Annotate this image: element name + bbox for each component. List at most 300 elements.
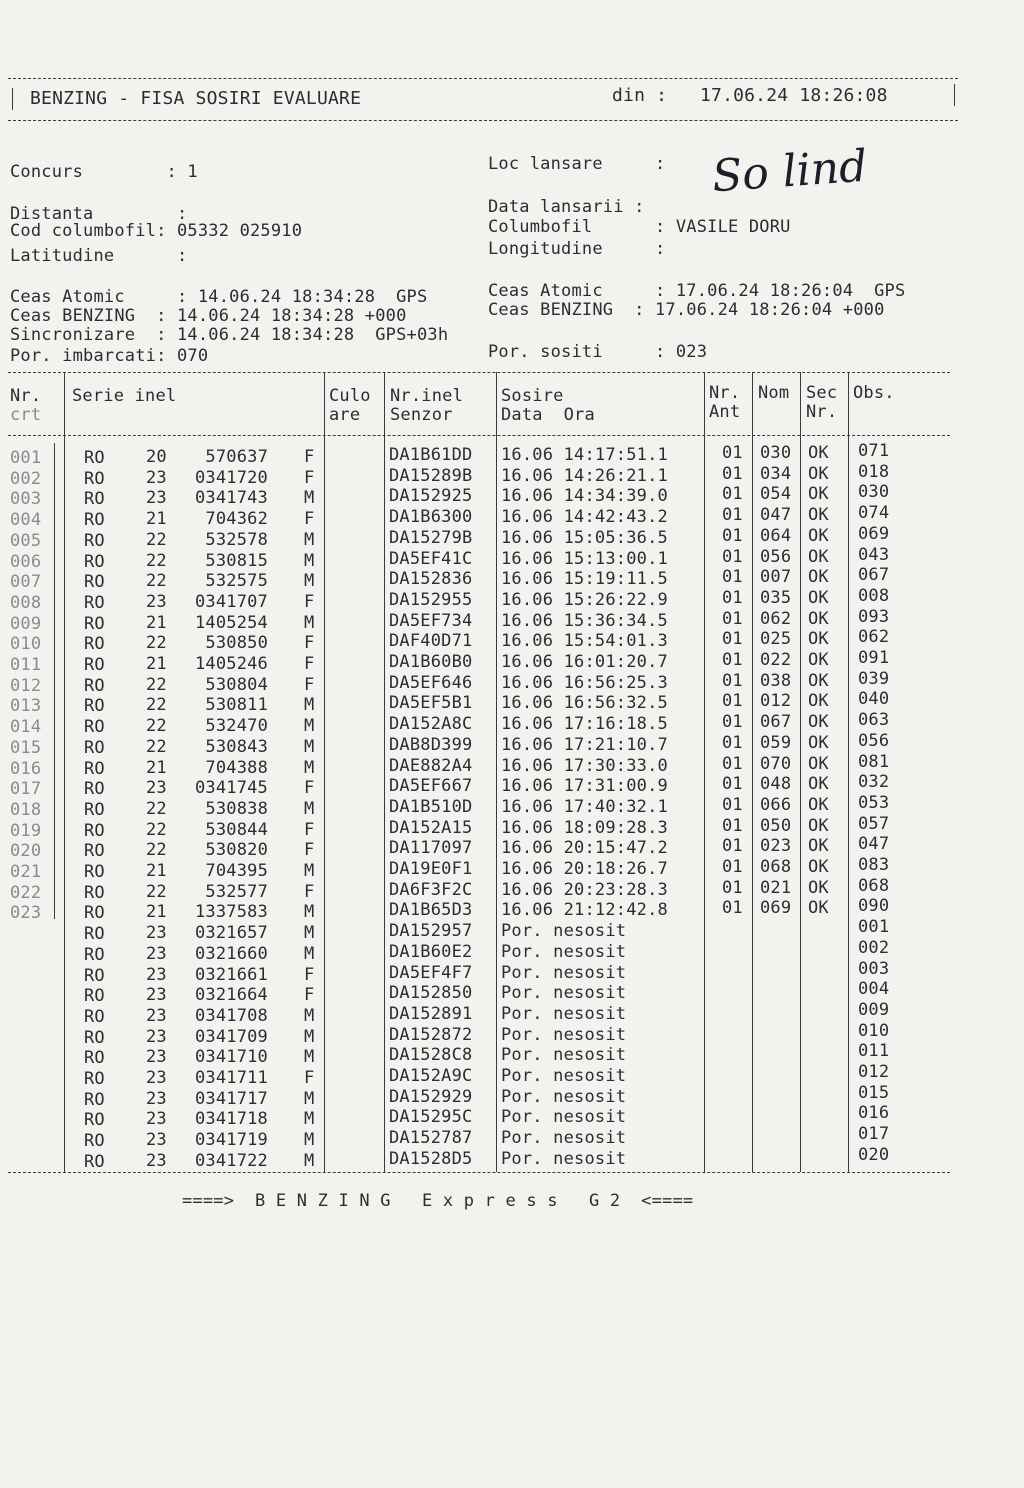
table-top-rule [8,372,950,373]
row-sex: M [304,1109,315,1130]
row-ant: 01 [722,546,743,567]
row-ant: 01 [722,608,743,629]
row-sosire: Por. nesosit [501,1128,627,1149]
row-country: RO [84,1110,105,1131]
row-ant: 01 [722,567,743,588]
data-lansarii-field: Data lansarii : [488,197,645,217]
row-ant: 01 [722,753,743,774]
row-ring: 1337583 [194,902,268,923]
row-country: RO [84,903,105,924]
row-obs: 016 [858,1103,890,1124]
header-culoare-2: are [329,405,361,425]
row-year: 23 [146,488,167,509]
row-nom: 034 [760,463,792,484]
row-ring: 0341707 [194,591,268,612]
row-sosire: Por. nesosit [501,941,627,962]
column-divider [800,372,801,1172]
row-sec: OK [808,650,829,670]
row-nom: 048 [760,774,792,795]
row-country: RO [84,696,105,717]
row-ring: 0341722 [194,1150,268,1171]
row-obs: 068 [858,875,890,896]
row-country: RO [84,1048,105,1069]
row-sex: M [304,861,315,881]
row-ant: 01 [722,443,743,463]
row-ring: 0321664 [194,985,268,1006]
row-ant: 01 [722,505,743,526]
row-country: RO [84,448,105,468]
row-ant: 01 [722,525,743,546]
row-sensor: DAB8D399 [389,734,473,755]
row-ring: 530820 [205,840,268,861]
row-country: RO [84,986,105,1007]
row-sosire: 16.06 15:13:00.1 [501,548,668,569]
row-sensor: DAE882A4 [389,755,473,776]
row-sec: OK [808,774,829,795]
row-year: 22 [146,716,167,737]
row-sex: M [304,550,315,571]
row-year: 23 [146,1026,167,1047]
row-ring: 532575 [205,571,268,592]
row-ring: 0341717 [194,1088,268,1109]
header-serie-inel: Serie inel [72,386,177,406]
header-senzor: Senzor [390,405,453,425]
row-sensor: DA1B60E2 [389,941,473,962]
row-sensor: DA152850 [389,983,473,1004]
row-sensor: DA19E0F1 [389,859,473,879]
row-sensor: DA152A15 [389,817,473,838]
row-nom: 038 [760,670,792,691]
right-atomic-clock: Ceas Atomic : 17.06.24 18:26:04 GPS [488,281,906,301]
row-obs: 018 [858,461,890,482]
row-country: RO [84,1151,105,1172]
row-year: 23 [146,1130,167,1151]
row-country: RO [84,613,105,634]
row-year: 22 [146,736,167,757]
row-nr: 003 [10,489,42,510]
row-sex: F [304,447,315,467]
row-year: 22 [146,529,167,550]
row-nr: 019 [10,820,42,841]
row-obs: 047 [858,834,890,855]
header-obs: Obs. [853,383,895,403]
header-nr-inel: Nr.inel [390,386,464,406]
row-sec: OK [808,836,829,857]
row-sec: OK [808,567,829,588]
row-obs: 015 [858,1082,890,1103]
row-nom: 050 [760,815,792,836]
row-obs: 056 [858,730,890,751]
row-ant: 01 [722,774,743,795]
row-nom: 070 [760,753,792,774]
row-sosire: 16.06 14:34:39.0 [501,486,668,507]
row-nr: 005 [10,530,42,551]
row-sosire: Por. nesosit [501,983,627,1004]
row-sex: M [304,488,315,509]
row-ring: 0321660 [194,943,268,964]
row-ring: 530838 [205,798,268,819]
header-nr: Nr. [10,386,42,406]
header-nom: Nom [758,383,790,403]
row-sec: OK [808,587,829,608]
row-ring: 0341719 [194,1130,268,1151]
row-nom: 068 [760,857,792,877]
left-benzing-clock: Ceas BENZING : 14.06.24 18:34:28 +000 [10,306,407,326]
row-sec: OK [808,670,829,691]
row-sec: OK [808,753,829,774]
row-ring: 1405254 [194,612,268,633]
row-ant: 01 [722,670,743,691]
row-sec: OK [808,505,829,526]
row-ring: 530850 [205,633,268,654]
loc-lansare-handwritten: So lind [710,140,869,203]
row-sensor: DA1B65D3 [389,900,473,921]
row-sosire: Por. nesosit [501,1024,627,1045]
row-nr: 010 [10,634,42,655]
row-nom: 066 [760,794,792,815]
row-country: RO [84,592,105,613]
row-sex: M [304,1026,315,1047]
row-sec: OK [808,898,829,919]
header-nr-ant: Nr. [709,383,741,403]
date-label: din : [612,85,668,106]
row-nr: 002 [10,468,42,489]
row-ring: 570637 [205,447,268,467]
row-country: RO [84,634,105,655]
row-country: RO [84,655,105,675]
row-year: 21 [146,861,167,881]
row-obs: 057 [858,813,890,834]
row-sosire: 16.06 17:30:33.0 [501,755,668,776]
row-ring: 532578 [205,529,268,550]
row-year: 21 [146,612,167,633]
row-obs: 032 [858,772,890,793]
header-left-border [12,88,13,110]
row-year: 21 [146,902,167,923]
row-ring: 0341743 [194,488,268,509]
row-year: 23 [146,1150,167,1171]
row-sosire: 16.06 16:01:20.7 [501,652,668,672]
row-nom: 025 [760,629,792,650]
row-sensor: DA1B510D [389,796,473,817]
row-sex: M [304,902,315,923]
row-year: 23 [146,591,167,612]
row-nom: 069 [760,898,792,919]
row-nr: 007 [10,572,42,593]
row-sensor: DAF40D71 [389,631,473,652]
row-sosire: 16.06 17:31:00.9 [501,776,668,797]
row-sensor: DA152957 [389,921,473,942]
row-obs: 017 [858,1124,890,1145]
row-nr: 012 [10,675,42,696]
row-sex: F [304,964,315,985]
column-divider [496,372,497,1172]
row-sosire: Por. nesosit [501,1003,627,1024]
row-sex: M [304,798,315,819]
row-nom: 022 [760,650,792,670]
row-obs: 071 [858,441,890,461]
column-divider [384,372,385,1172]
row-sensor: DA117097 [389,838,473,859]
row-sex: F [304,840,315,861]
row-sosire: 16.06 14:17:51.1 [501,445,668,465]
sync-clock: Sincronizare : 14.06.24 18:34:28 GPS+03h [10,325,449,345]
row-year: 22 [146,571,167,592]
row-sensor: DA15295C [389,1107,473,1128]
row-sosire: 16.06 14:42:43.2 [501,507,668,528]
header-sec-nr: Nr. [806,402,838,422]
row-country: RO [84,510,105,531]
row-sosire: Por. nesosit [501,921,627,942]
row-sex: M [304,923,315,944]
row-nr: 014 [10,717,42,738]
row-country: RO [84,965,105,986]
row-sosire: 16.06 15:05:36.5 [501,527,668,548]
row-sosire: Por. nesosit [501,1086,627,1107]
row-ring: 0341745 [194,778,268,799]
row-ring: 530811 [205,695,268,716]
row-country: RO [84,717,105,738]
row-year: 22 [146,695,167,716]
row-sensor: DA152A9C [389,1066,473,1086]
row-ring: 1405246 [194,654,268,674]
row-nr: 018 [10,799,42,820]
row-sex: F [304,654,315,674]
row-obs: 020 [858,1144,890,1165]
row-sex: M [304,1130,315,1151]
row-year: 22 [146,550,167,571]
row-ring: 0341718 [194,1109,268,1130]
row-sex: M [304,612,315,633]
header-sec: Sec [806,383,838,403]
row-nr: 020 [10,841,42,862]
row-sensor: DA5EF4F7 [389,962,473,983]
row-sex: M [304,571,315,592]
row-nr: 017 [10,779,42,800]
row-sec: OK [808,629,829,650]
row-obs: 040 [858,689,890,710]
row-sensor: DA1528C8 [389,1045,473,1066]
row-obs: 063 [858,710,890,731]
row-obs: 030 [858,482,890,503]
row-nom: 062 [760,608,792,629]
row-ring: 530844 [205,819,268,840]
row-sosire: 16.06 17:40:32.1 [501,796,668,817]
row-sec: OK [808,546,829,567]
row-sosire: 16.06 18:09:28.3 [501,817,668,838]
row-ring: 0341708 [194,1005,268,1026]
row-sex: M [304,716,315,737]
row-country: RO [84,758,105,779]
row-ant: 01 [722,484,743,505]
row-country: RO [84,1069,105,1089]
row-obs: 003 [858,958,890,979]
row-obs: 053 [858,792,890,813]
row-sex: F [304,985,315,1006]
row-ring: 0341720 [194,467,268,488]
row-sex: F [304,591,315,612]
row-nom: 035 [760,587,792,608]
row-country: RO [84,841,105,862]
row-ant: 01 [722,815,743,836]
print-date: 17.06.24 18:26:08 [700,85,888,106]
row-sex: M [304,757,315,778]
row-sec: OK [808,691,829,712]
row-nr: 015 [10,737,42,758]
row-ant: 01 [722,898,743,919]
row-sosire: Por. nesosit [501,1148,627,1169]
row-year: 21 [146,654,167,674]
row-year: 23 [146,964,167,985]
row-year: 23 [146,467,167,488]
column-divider [64,372,65,1172]
row-country: RO [84,862,105,882]
row-sensor: DA152872 [389,1024,473,1045]
row-ring: 704395 [205,861,268,881]
row-sensor: DA152891 [389,1003,473,1024]
row-year: 23 [146,778,167,799]
row-sex: F [304,881,315,902]
row-nom: 047 [760,505,792,526]
row-nom: 056 [760,546,792,567]
nr-divider [54,443,55,919]
row-sex: F [304,633,315,654]
row-country: RO [84,551,105,572]
row-country: RO [84,944,105,965]
row-sensor: DA5EF646 [389,672,473,693]
row-sensor: DA152836 [389,569,473,590]
row-ant: 01 [722,857,743,877]
row-year: 22 [146,674,167,695]
row-sex: M [304,1005,315,1026]
row-sensor: DA1528D5 [389,1148,473,1169]
row-nom: 059 [760,732,792,753]
table-header-rule [8,435,950,436]
column-divider [704,372,705,1172]
row-nr: 013 [10,696,42,717]
row-nom: 030 [760,443,792,463]
row-country: RO [84,924,105,945]
row-sec: OK [808,712,829,733]
header-culoare: Culo [329,386,371,406]
row-nr: 023 [10,903,42,924]
cod-columbofil-field: Cod columbofil: 05332 025910 [10,221,303,241]
row-sosire: 16.06 15:54:01.3 [501,631,668,652]
row-sosire: 16.06 14:26:21.1 [501,465,668,486]
row-nr: 008 [10,592,42,613]
row-sensor: DA152925 [389,486,473,507]
row-country: RO [84,799,105,820]
row-obs: 090 [858,896,890,917]
row-nom: 067 [760,712,792,733]
row-obs: 001 [858,917,890,938]
row-obs: 012 [858,1062,890,1082]
row-ring: 0321661 [194,964,268,985]
row-sosire: Por. nesosit [501,1107,627,1128]
row-nom: 023 [760,836,792,857]
row-sosire: 16.06 21:12:42.8 [501,900,668,921]
row-ring: 704388 [205,757,268,778]
row-ant: 01 [722,691,743,712]
row-sex: F [304,778,315,799]
column-divider [752,372,753,1172]
row-nr: 021 [10,862,42,882]
row-obs: 069 [858,523,890,544]
row-ant: 01 [722,650,743,670]
row-sec: OK [808,732,829,753]
row-sec: OK [808,794,829,815]
row-sensor: DA5EF734 [389,610,473,631]
row-nr: 016 [10,758,42,779]
row-year: 22 [146,798,167,819]
row-ant: 01 [722,629,743,650]
row-obs: 067 [858,565,890,586]
basketed-count: Por. imbarcati: 070 [10,346,209,366]
row-ring: 0341710 [194,1047,268,1068]
loc-lansare-field: Loc lansare : [488,154,666,174]
row-sensor: DA15289B [389,465,473,486]
row-sex: F [304,674,315,695]
row-country: RO [84,572,105,593]
row-sex: F [304,509,315,530]
row-obs: 002 [858,937,890,958]
row-country: RO [84,530,105,551]
row-year: 22 [146,819,167,840]
row-ring: 530815 [205,550,268,571]
row-sosire: 16.06 16:56:25.3 [501,672,668,693]
row-ring: 532470 [205,716,268,737]
row-nom: 007 [760,567,792,588]
row-year: 23 [146,1109,167,1130]
row-sec: OK [808,443,829,463]
row-year: 23 [146,1005,167,1026]
row-sensor: DA1B6300 [389,507,473,528]
row-sosire: 16.06 20:18:26.7 [501,859,668,879]
row-obs: 091 [858,648,890,668]
arrived-count: Por. sositi : 023 [488,342,708,362]
right-benzing-clock: Ceas BENZING : 17.06.24 18:26:04 +000 [488,300,885,320]
row-obs: 081 [858,751,890,772]
row-sensor: DA5EF667 [389,776,473,797]
row-year: 22 [146,881,167,902]
row-year: 22 [146,840,167,861]
header-data-ora: Data Ora [501,405,595,425]
row-year: 20 [146,447,167,467]
row-sensor: DA6F3F2C [389,879,473,900]
longitudine-field: Longitudine : [488,239,666,259]
row-nr: 009 [10,613,42,634]
row-sensor: DA15279B [389,527,473,548]
row-sec: OK [808,463,829,484]
row-sosire: Por. nesosit [501,962,627,983]
row-sosire: 16.06 15:19:11.5 [501,569,668,590]
row-obs: 009 [858,999,890,1020]
row-country: RO [84,675,105,696]
row-obs: 039 [858,668,890,689]
header-top-rule [8,78,958,79]
row-country: RO [84,1131,105,1152]
row-year: 23 [146,985,167,1006]
row-ant: 01 [722,877,743,898]
concurs-field: Concurs : 1 [10,162,198,182]
row-ant: 01 [722,794,743,815]
row-sex: M [304,1047,315,1068]
row-sensor: DA152A8C [389,714,473,735]
row-sensor: DA1B60B0 [389,652,473,672]
row-sensor: DA5EF5B1 [389,693,473,714]
row-obs: 074 [858,503,890,524]
column-divider [324,372,325,1172]
